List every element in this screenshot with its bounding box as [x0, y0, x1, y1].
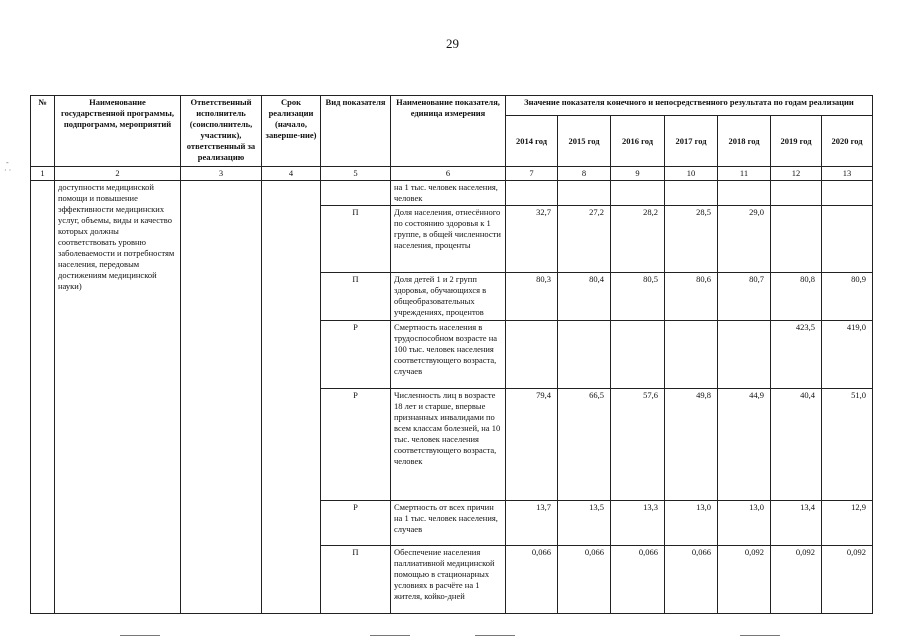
indicator-value: 66,5 [558, 389, 611, 501]
indicator-value: 0,066 [611, 546, 665, 614]
indicator-value: 57,6 [611, 389, 665, 501]
indicator-name: Доля детей 1 и 2 групп здоровья, обучающихся в общеобразовательных учреждениях, процентов [391, 273, 506, 321]
indicator-value: 80,5 [611, 273, 665, 321]
indicator-kind: Р [321, 321, 391, 389]
header-year: 2018 год [718, 116, 771, 167]
header-year: 2020 год [822, 116, 873, 167]
indicator-value: 80,7 [718, 273, 771, 321]
header-kind: Вид показателя [321, 96, 391, 167]
indicator-name: Обеспечение населения паллиативной медицинской помощью в стационарных условиях в расчёте на 1 жителя, койко-дней [391, 546, 506, 614]
cell-term [262, 181, 321, 614]
indicator-value: 28,5 [665, 206, 718, 273]
indicator-value [611, 181, 665, 206]
header-term: Срок реализации (начало, заверше-ние) [262, 96, 321, 167]
indicator-kind: П [321, 273, 391, 321]
indicator-value: 80,9 [822, 273, 873, 321]
indicator-value: 0,092 [771, 546, 822, 614]
indicator-value: 40,4 [771, 389, 822, 501]
indicator-value: 79,4 [506, 389, 558, 501]
indicator-value: 0,092 [718, 546, 771, 614]
indicator-value: 13,4 [771, 501, 822, 546]
indicator-kind: П [321, 546, 391, 614]
header-year: 2014 год [506, 116, 558, 167]
indicator-name: Смертность от всех причин на 1 тыс. человек населения, случаев [391, 501, 506, 546]
indicator-value: 0,066 [558, 546, 611, 614]
indicator-value [506, 181, 558, 206]
indicator-value: 13,5 [558, 501, 611, 546]
column-number: 10 [665, 167, 718, 181]
indicator-value: 80,6 [665, 273, 718, 321]
indicator-value [822, 181, 873, 206]
footer-scan-line [740, 635, 780, 636]
cell-no [31, 181, 55, 614]
header-indicator: Наименование показателя, единица измерения [391, 96, 506, 167]
indicator-value: 28,2 [611, 206, 665, 273]
column-number: 6 [391, 167, 506, 181]
indicator-value: 0,066 [665, 546, 718, 614]
indicator-value [822, 206, 873, 273]
indicator-value [718, 321, 771, 389]
indicator-value: 0,066 [506, 546, 558, 614]
header-year: 2015 год [558, 116, 611, 167]
column-number: 9 [611, 167, 665, 181]
header-year: 2017 год [665, 116, 718, 167]
indicator-value: 44,9 [718, 389, 771, 501]
indicator-value [718, 181, 771, 206]
page-number: 29 [446, 36, 459, 51]
indicator-kind [321, 181, 391, 206]
column-number: 1 [31, 167, 55, 181]
indicator-value: 32,7 [506, 206, 558, 273]
indicator-value: 13,0 [665, 501, 718, 546]
indicator-name: Смертность населения в трудоспособном возрасте на 100 тыс. человек населения соответствующего возраста, случаев [391, 321, 506, 389]
indicator-value: 80,4 [558, 273, 611, 321]
header-values-group: Значение показателя конечного и непосредственного результата по годам реализации [506, 96, 873, 116]
column-number: 7 [506, 167, 558, 181]
indicator-value [665, 181, 718, 206]
indicator-value: 27,2 [558, 206, 611, 273]
footer-scan-line [475, 635, 515, 636]
indicator-value: 12,9 [822, 501, 873, 546]
indicator-kind: Р [321, 501, 391, 546]
indicator-value [665, 321, 718, 389]
indicator-value: 423,5 [771, 321, 822, 389]
scan-mark: · · [4, 166, 12, 175]
indicator-value: 0,092 [822, 546, 873, 614]
indicator-value: 80,8 [771, 273, 822, 321]
column-number: 5 [321, 167, 391, 181]
column-number: 4 [262, 167, 321, 181]
indicator-value [506, 321, 558, 389]
header-name: Наименование государственной программы, подпрограмм, мероприятий [55, 96, 181, 167]
footer-scan-line [120, 635, 160, 636]
indicator-value [558, 181, 611, 206]
column-number: 2 [55, 167, 181, 181]
table-row [31, 181, 873, 206]
indicator-value: 80,3 [506, 273, 558, 321]
header-no: № [31, 96, 55, 167]
cell-responsible [181, 181, 262, 614]
column-number: 13 [822, 167, 873, 181]
scan-mark: - [6, 158, 9, 167]
indicator-value: 13,3 [611, 501, 665, 546]
header-year: 2019 год [771, 116, 822, 167]
indicator-name: Доля населения, отнесённого по состоянию здоровья к 1 группе, в общей численности населения, проценты [391, 206, 506, 273]
indicator-name: Численность лиц в возрасте 18 лет и старше, впервые признанных инвалидами по всем классам болезней, на 10 тыс. человек населения соответствующего возраста, человек [391, 389, 506, 501]
indicator-name: на 1 тыс. человек населения, человек [391, 181, 506, 206]
indicator-value: 13,0 [718, 501, 771, 546]
indicator-value [771, 181, 822, 206]
indicator-value [611, 321, 665, 389]
indicator-value [771, 206, 822, 273]
column-number: 12 [771, 167, 822, 181]
footer-scan-line [370, 635, 410, 636]
column-number: 3 [181, 167, 262, 181]
header-responsible: Ответственный исполнитель (соисполнитель, участник), ответственный за реализацию [181, 96, 262, 167]
program-name: доступности медицинской помощи и повышение эффективности медицинских услуг, объемы, виды и качество которых должны соответствовать уровню заболеваемости и потребностям населения, передовым достижениям медицинской науки) [55, 181, 181, 614]
indicator-value: 13,7 [506, 501, 558, 546]
indicator-value: 29,0 [718, 206, 771, 273]
indicator-kind: Р [321, 389, 391, 501]
indicator-value: 49,8 [665, 389, 718, 501]
indicators-table [30, 95, 873, 614]
indicator-value [558, 321, 611, 389]
header-year: 2016 год [611, 116, 665, 167]
column-number: 8 [558, 167, 611, 181]
indicator-kind: П [321, 206, 391, 273]
column-number: 11 [718, 167, 771, 181]
indicator-value: 51,0 [822, 389, 873, 501]
indicator-value: 419,0 [822, 321, 873, 389]
